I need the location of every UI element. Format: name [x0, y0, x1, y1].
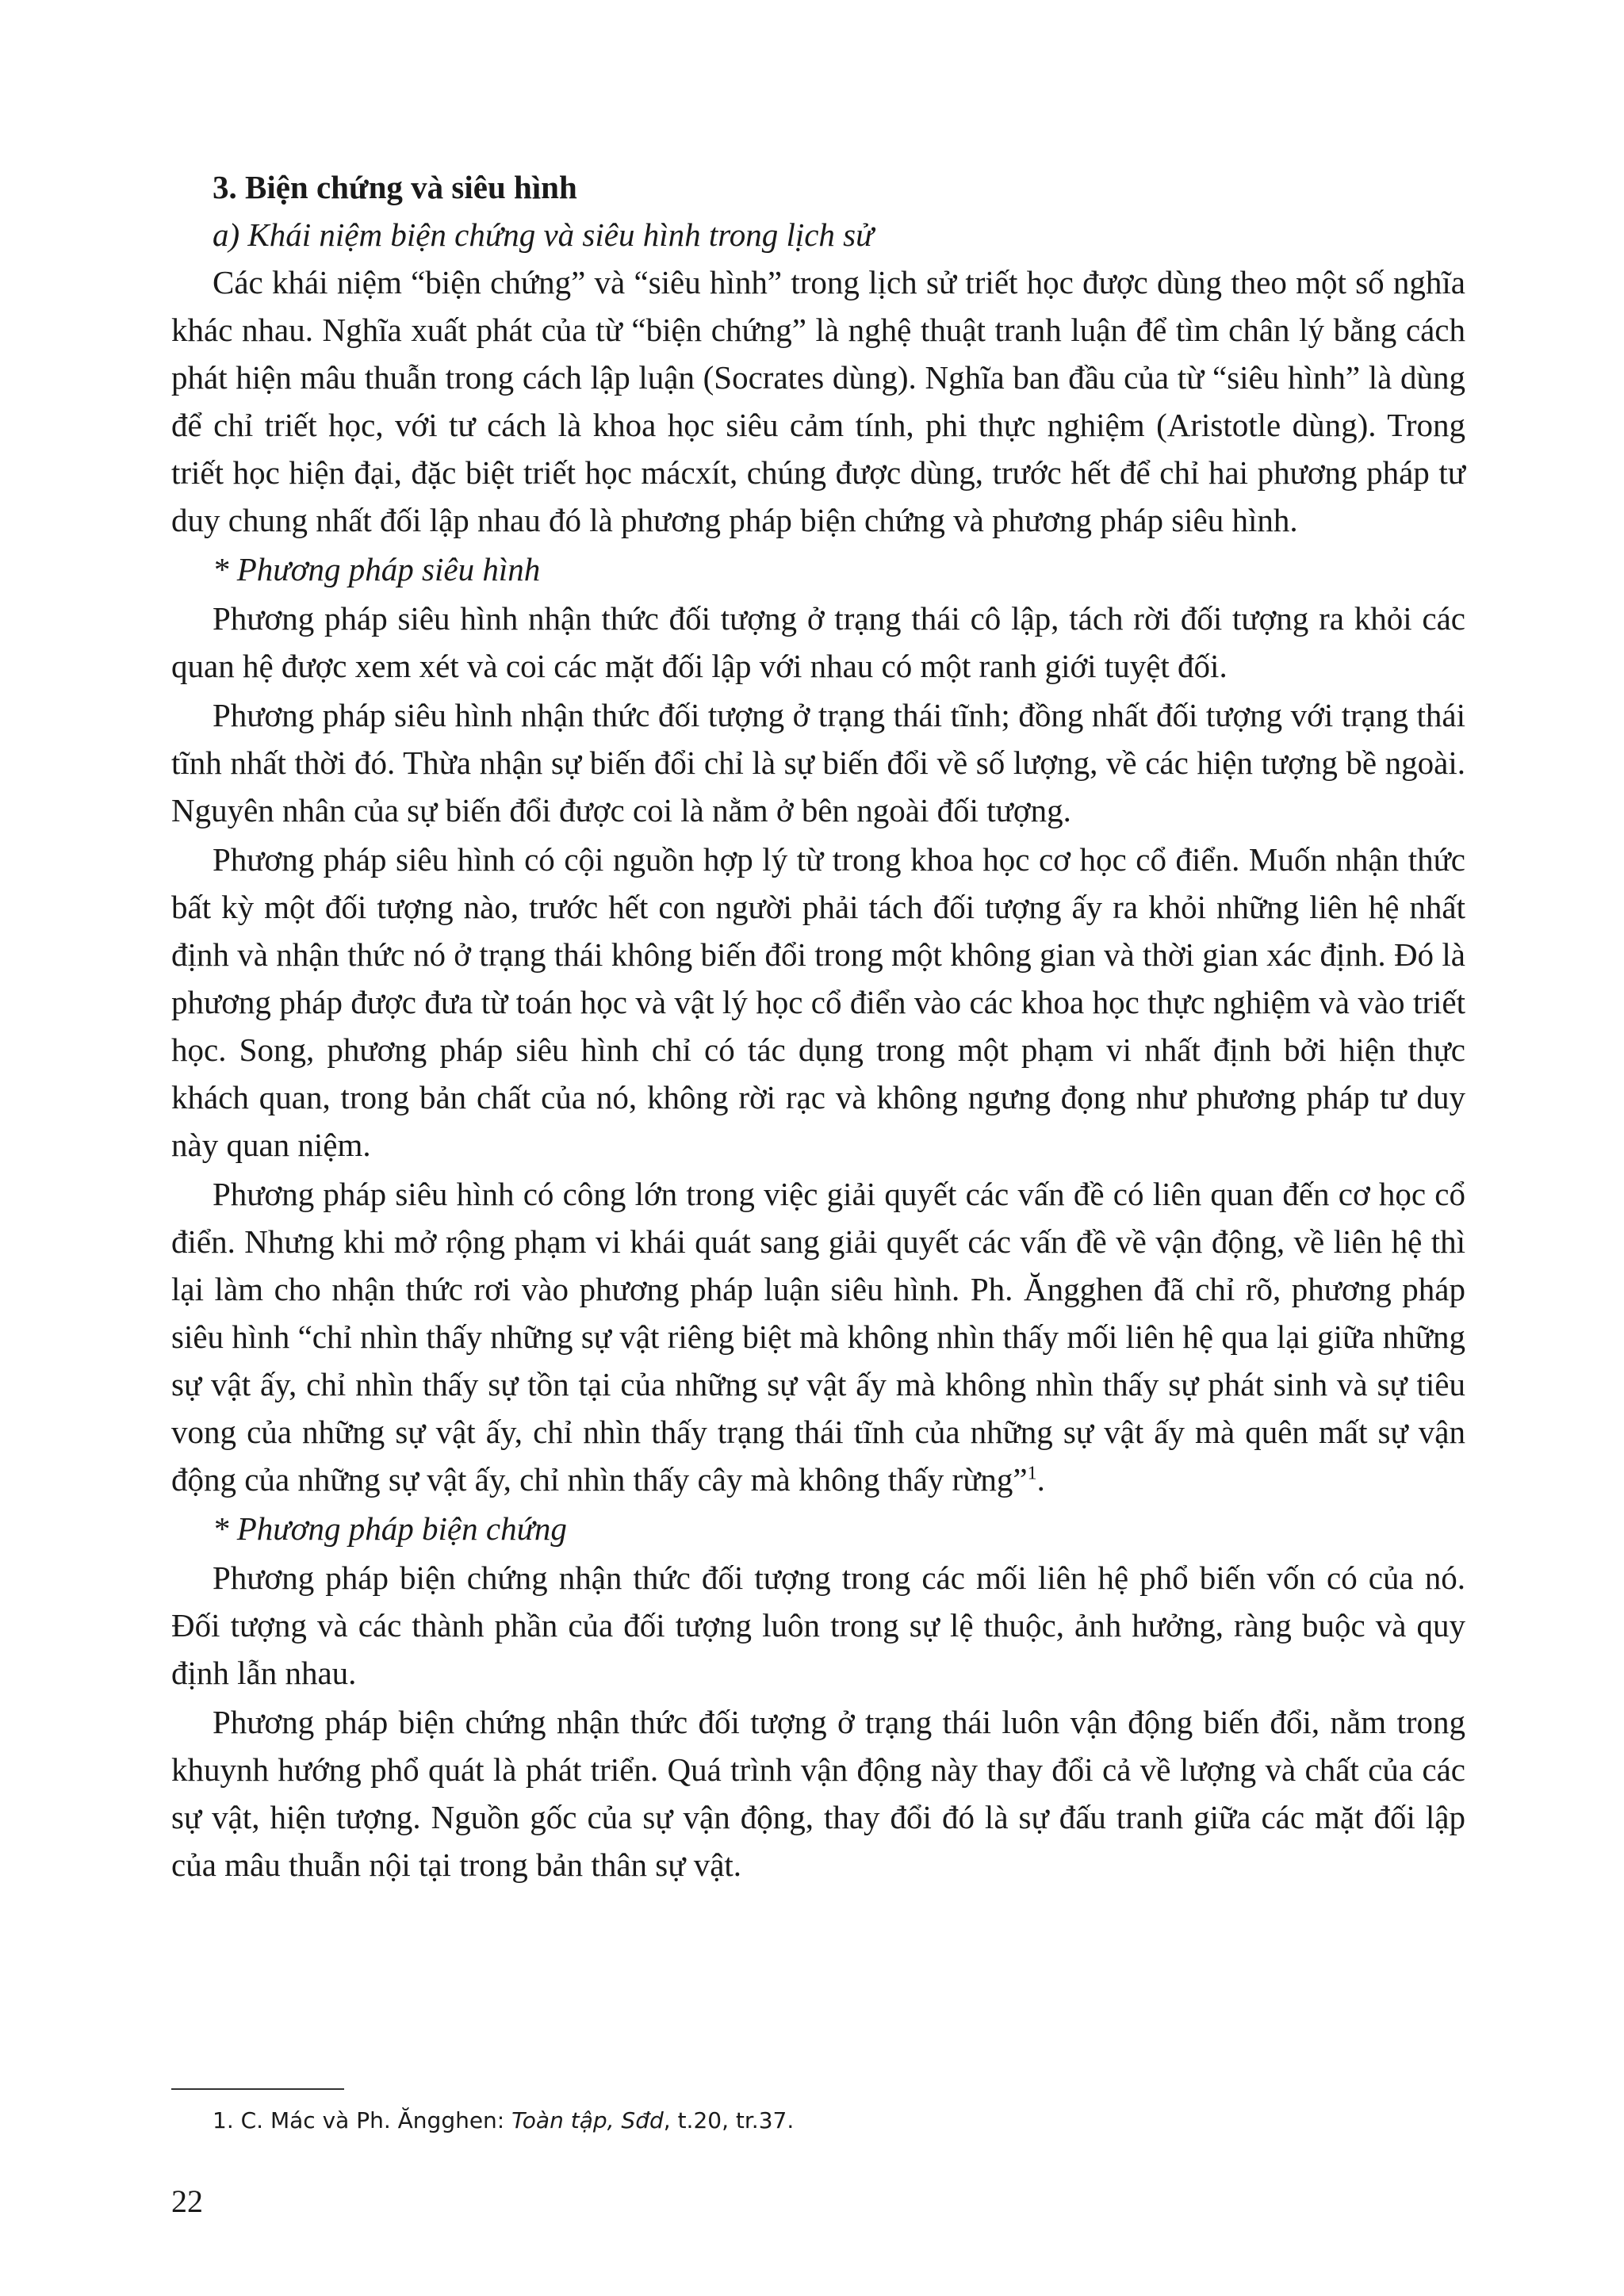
- footnote-suffix: , t.20, tr.37.: [663, 2107, 795, 2133]
- page-number: 22: [171, 2183, 203, 2219]
- section-heading: 3. Biện chứng và siêu hình: [213, 169, 577, 205]
- footnote-divider: [171, 2088, 344, 2090]
- paragraph-engels-quote: [171, 1170, 1465, 1503]
- footnote-title: Toàn tập, Sđd: [511, 2107, 664, 2133]
- subheading-metaphysical-method: * Phương pháp siêu hình: [213, 551, 541, 587]
- subheading-dialectical-method: * Phương pháp biện chứng: [213, 1510, 567, 1547]
- paragraph-metaphysical-static: Phương pháp siêu hình nhận thức đối tượng ở trạng thái tĩnh; đồng nhất đối tượng với trạng thái tĩnh nhất thời đó. Thừa nhận sự biến đổi chỉ là sự biến đổi về số lượng, về các hiện tượng bề ngoài. Nguyên nhân của sự biến đổi được coi là nằm ở bên ngoài đối tượng.: [171, 697, 1465, 828]
- engels-quote-end: .: [1036, 1461, 1045, 1498]
- footnote-prefix: 1. C. Mác và Ph. Ăngghen:: [213, 2107, 512, 2133]
- footnote-reference: 1: [1027, 1463, 1037, 1484]
- engels-quote-text: Phương pháp siêu hình có công lớn trong việc giải quyết các vấn đề có liên quan đến cơ học cổ điển. Nhưng khi mở rộng phạm vi khái quát sang giải quyết các vấn đề về vận động, về liên hệ thì lại làm cho nhận thức rơi vào phương pháp luận siêu hình. Ph. Ăngghen đã chỉ rõ, phương pháp siêu hình “chỉ nhìn thấy những sự vật riêng biệt mà không nhìn thấy mối liên hệ qua lại giữa những sự vật ấy, chỉ nhìn thấy sự tồn tại của những sự vật ấy mà không nhìn thấy sự phát sinh và sự tiêu vong của những sự vật ấy, chỉ nhìn thấy trạng thái tĩnh của những sự vật ấy mà quên mất sự vận động của những sự vật ấy, chỉ nhìn thấy cây mà không thấy rừng”: [171, 1176, 1465, 1498]
- footnote: [213, 2105, 794, 2137]
- paragraph-metaphysical-isolation: Phương pháp siêu hình nhận thức đối tượng ở trạng thái cô lập, tách rời đối tượng ra khỏi các quan hệ được xem xét và coi các mặt đối lập với nhau có một ranh giới tuyệt đối.: [171, 600, 1465, 684]
- paragraph-metaphysical-origin: Phương pháp siêu hình có cội nguồn hợp lý từ trong khoa học cơ học cổ điển. Muốn nhận thức bất kỳ một đối tượng nào, trước hết con người phải tách đối tượng ấy ra khỏi những liên hệ nhất định và nhận thức nó ở trạng thái không biến đổi trong một không gian và thời gian xác định. Đó là phương pháp được đưa từ toán học và vật lý học cổ điển vào các khoa học thực nghiệm và vào triết học. Song, phương pháp siêu hình chỉ có tác dụng trong một phạm vi nhất định bởi hiện thực khách quan, trong bản chất của nó, không rời rạc và không ngưng đọng như phương pháp tư duy này quan niệm.: [171, 841, 1465, 1163]
- paragraph-dialectical-relations: Phương pháp biện chứng nhận thức đối tượng trong các mối liên hệ phổ biến vốn có của nó. Đối tượng và các thành phần của đối tượng luôn trong sự lệ thuộc, ảnh hưởng, ràng buộc và quy định lẫn nhau.: [171, 1559, 1465, 1691]
- paragraph-concepts: Các khái niệm “biện chứng” và “siêu hình” trong lịch sử triết học được dùng theo một số nghĩa khác nhau. Nghĩa xuất phát của từ “biện chứng” là nghệ thuật tranh luận để tìm chân lý bằng cách phát hiện mâu thuẫn trong cách lập luận (Socrates dùng). Nghĩa ban đầu của từ “siêu hình” là dùng để chỉ triết học, với tư cách là khoa học siêu cảm tính, phi thực nghiệm (Aristotle dùng). Trong triết học hiện đại, đặc biệt triết học mácxít, chúng được dùng, trước hết để chỉ hai phương pháp tư duy chung nhất đối lập nhau đó là phương pháp biện chứng và phương pháp siêu hình.: [171, 264, 1465, 538]
- paragraph-dialectical-motion: Phương pháp biện chứng nhận thức đối tượng ở trạng thái luôn vận động biến đổi, nằm trong khuynh hướng phổ quát là phát triển. Quá trình vận động này thay đổi cả về lượng và chất của các sự vật, hiện tượng. Nguồn gốc của sự vận động, thay đổi đó là sự đấu tranh giữa các mặt đối lập của mâu thuẫn nội tại trong bản thân sự vật.: [171, 1704, 1465, 1883]
- section-subheading: a) Khái niệm biện chứng và siêu hình trong lịch sử: [213, 216, 874, 253]
- page-content: [171, 163, 1465, 1890]
